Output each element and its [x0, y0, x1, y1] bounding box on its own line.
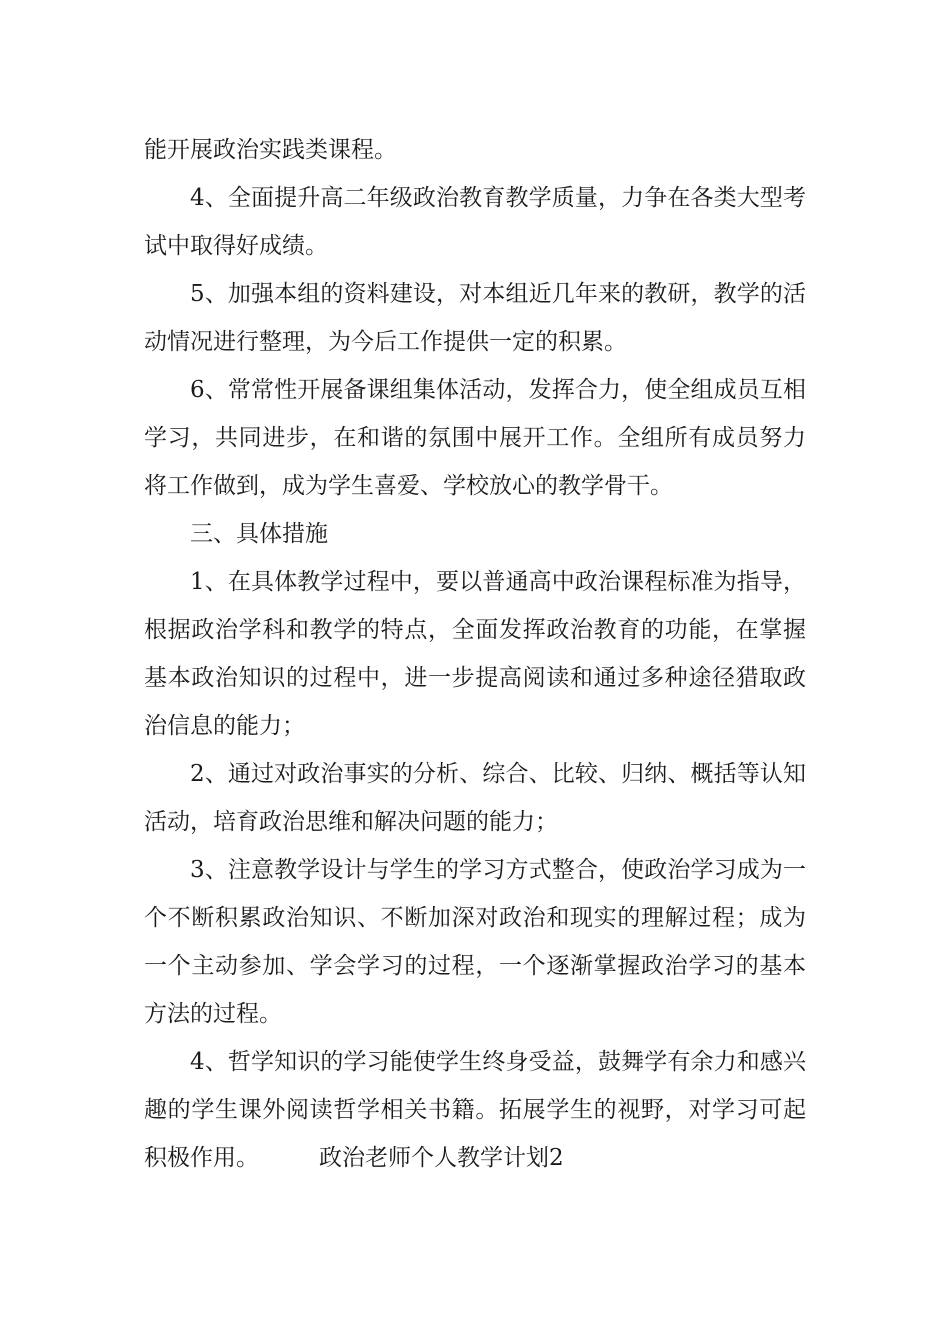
paragraph-goal-6: 6、常常性开展备课组集体活动，发挥合力，使全组成员互相学习，共同进步，在和谐的氛围中展开工作。全组所有成员努力将工作做到，成为学生喜爱、学校放心的教学骨干。 [144, 377, 806, 499]
paragraph-measure-4 [144, 1038, 806, 1182]
document-body [144, 126, 806, 1182]
paragraph-measure-4-text: 4、哲学知识的学习能使学生终身受益，鼓舞学有余力和感兴趣的学生课外阅读哲学相关书籍。拓展学生的视野，对学习可起积极作用。 [144, 1049, 806, 1171]
section-heading-measures: 三、具体措施 [190, 521, 328, 547]
paragraph-goal-4: 4、全面提升高二年级政治教育教学质量，力争在各类大型考试中取得好成绩。 [144, 185, 806, 259]
paragraph-measure-3: 3、注意教学设计与学生的学习方式整合，使政治学习成为一个不断积累政治知识、不断加深对政治和现实的理解过程；成为一个主动参加、学会学习的过程，一个逐渐掌握政治学习的基本方法的过程。 [144, 857, 806, 1027]
next-section-title: 政治老师个人教学计划2 [319, 1145, 564, 1171]
paragraph-measure-1: 1、在具体教学过程中，要以普通高中政治课程标准为指导，根据政治学科和教学的特点，全面发挥政治教育的功能，在掌握基本政治知识的过程中，进一步提高阅读和通过多种途径猎取政治信息的能力； [144, 569, 806, 739]
paragraph-measure-2: 2、通过对政治事实的分析、综合、比较、归纳、概括等认知活动，培育政治思维和解决问题的能力； [144, 761, 806, 835]
paragraph-continuation: 能开展政治实践类课程。 [144, 137, 397, 163]
paragraph-goal-5: 5、加强本组的资料建设，对本组近几年来的教研，教学的活动情况进行整理，为今后工作提供一定的积累。 [144, 281, 806, 355]
